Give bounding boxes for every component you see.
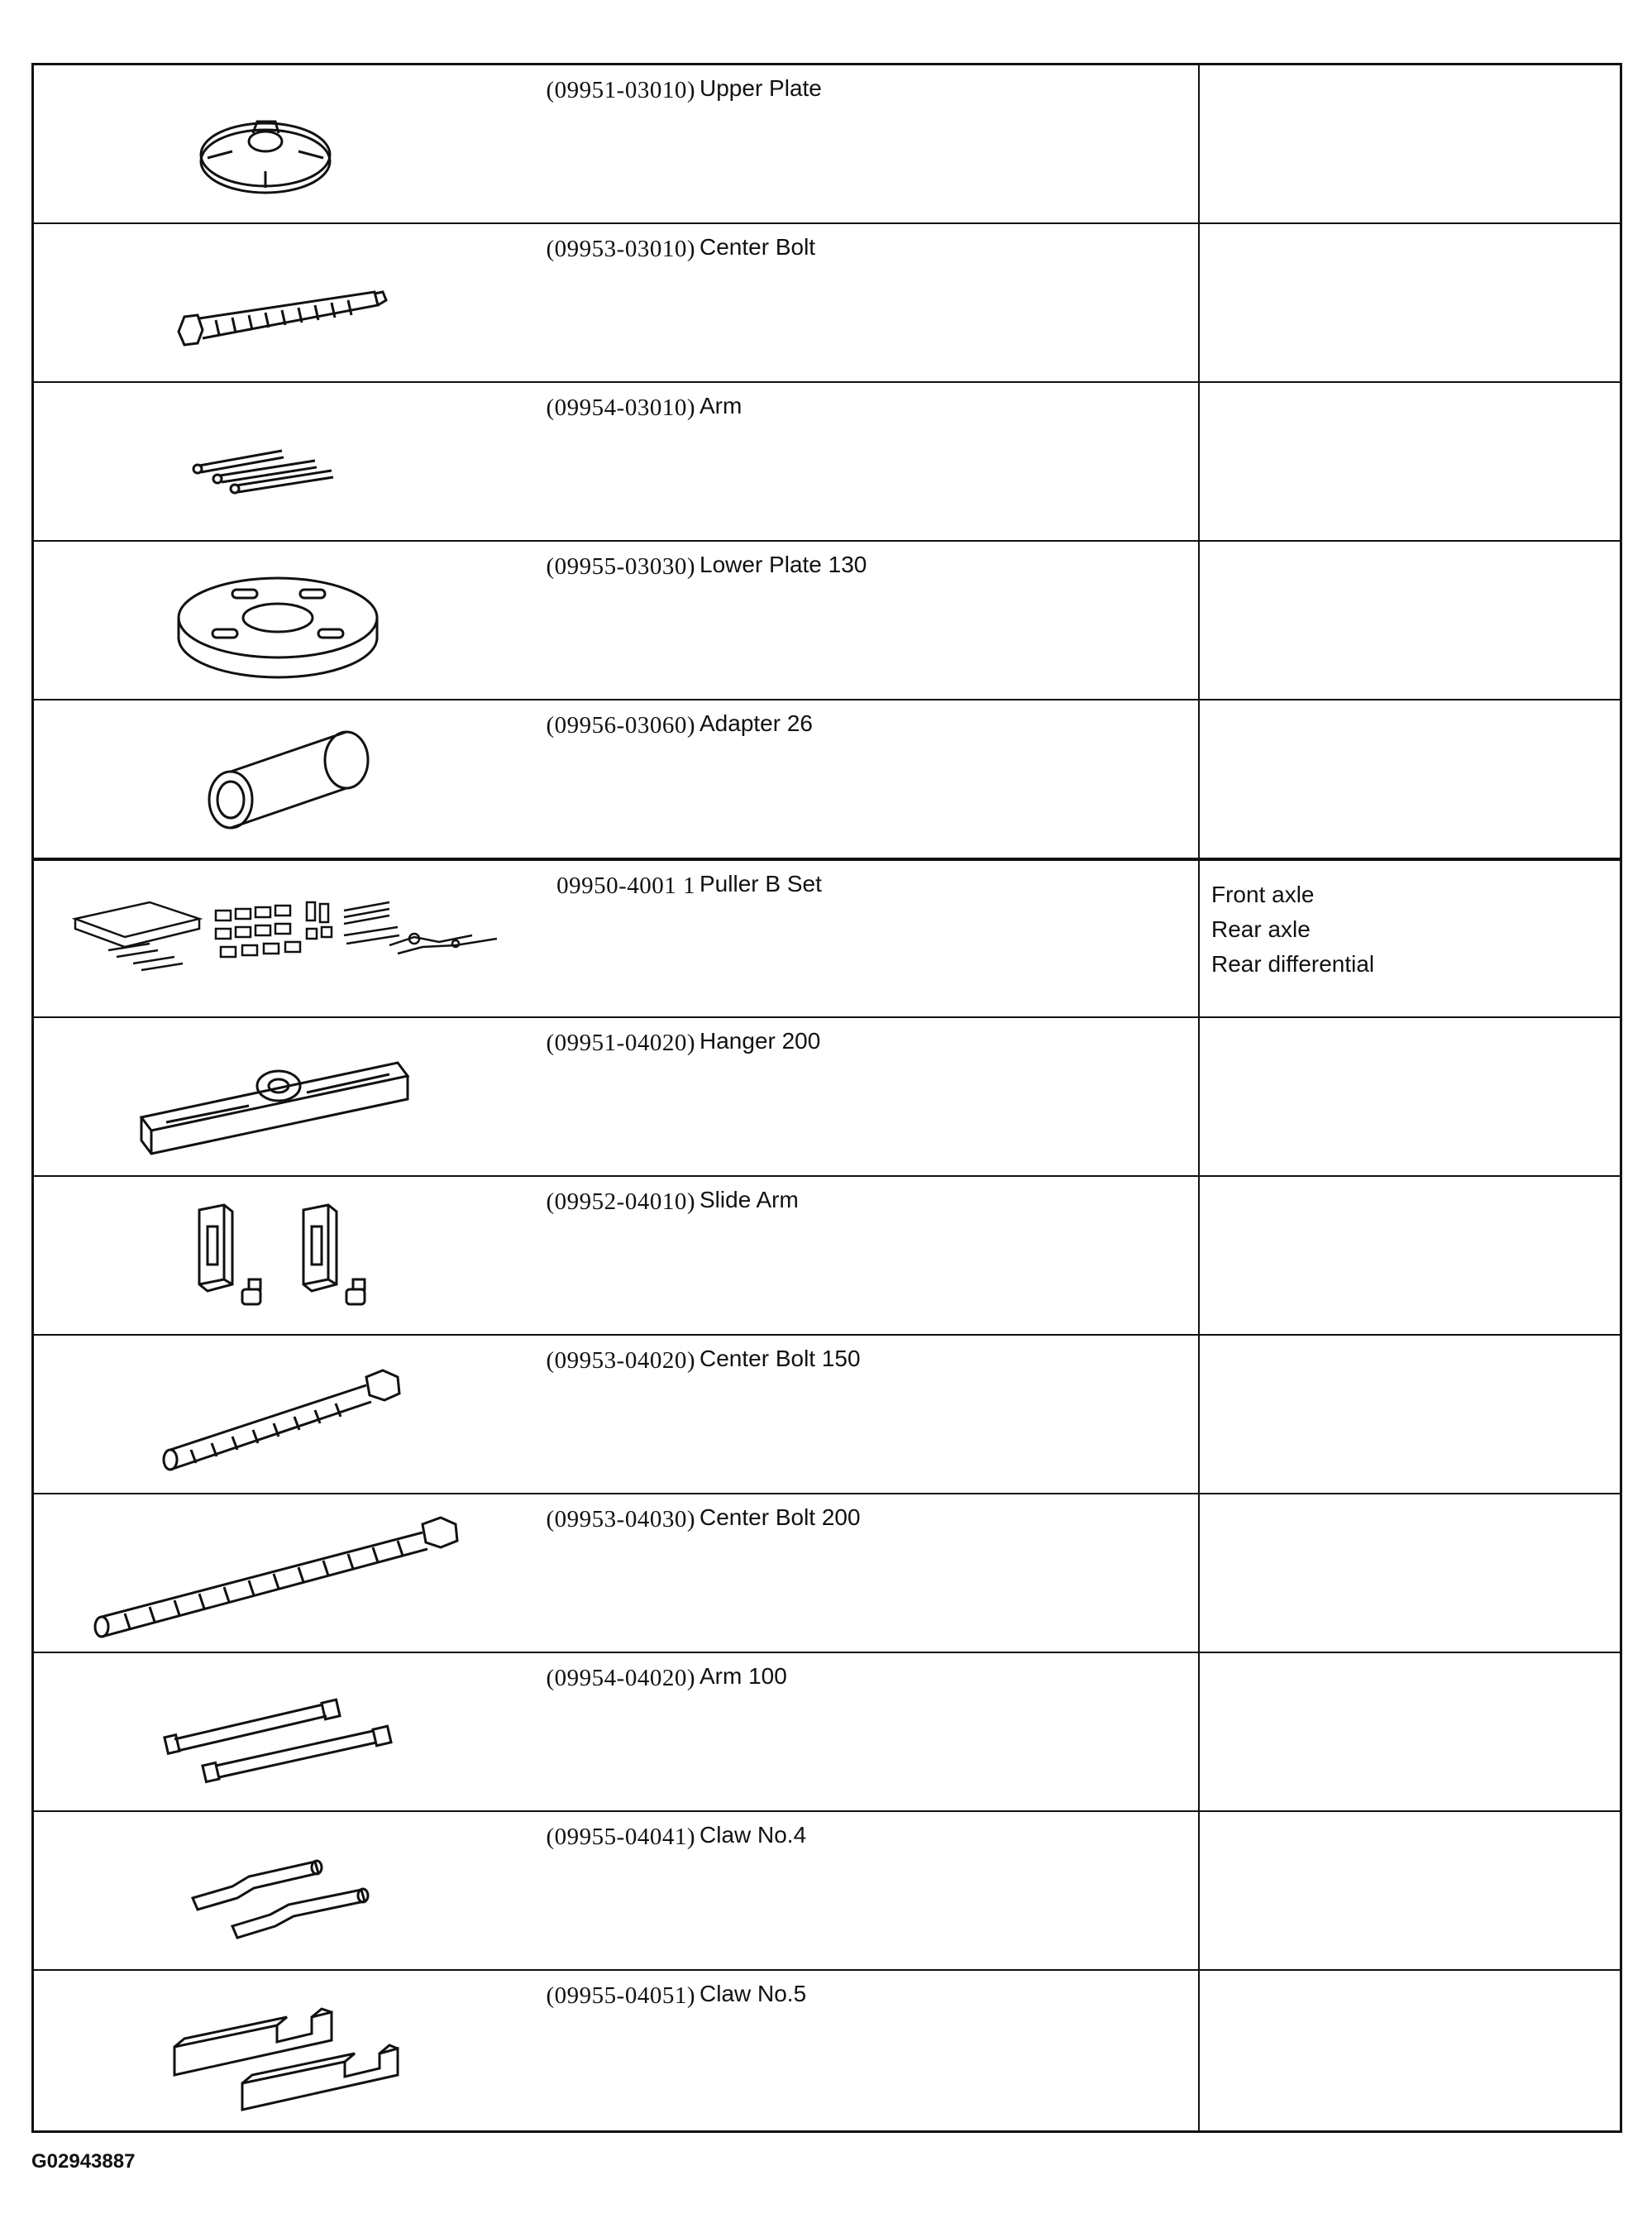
part-name: Claw No.4 [699, 1822, 807, 1848]
part-number: (09954-04020) [546, 1665, 695, 1691]
table-row [34, 542, 1620, 700]
slide-arm-icon [67, 1193, 513, 1326]
part-name: Puller B Set [699, 871, 822, 896]
table-row [34, 1812, 1620, 1971]
application-cell [1200, 1336, 1620, 1493]
figure-id: G02943887 [31, 2150, 136, 2173]
tool-cell [34, 861, 1200, 1016]
part-number: (09952-04010) [546, 1188, 695, 1215]
application-cell [1200, 861, 1620, 1016]
application-line: Rear axle [1211, 916, 1311, 942]
table-row [34, 224, 1620, 383]
upper-plate-icon [67, 82, 513, 214]
part-name: Arm 100 [699, 1663, 787, 1689]
part-number: (09951-04020) [546, 1030, 695, 1056]
part-name: Arm [699, 393, 742, 418]
tool-cell [34, 1177, 1200, 1334]
part-name: Claw No.5 [699, 1981, 807, 2006]
application-cell [1200, 383, 1620, 540]
part-number: (09953-04020) [546, 1347, 695, 1374]
part-name: Upper Plate [699, 75, 822, 101]
application-cell [1200, 1494, 1620, 1652]
application-cell [1200, 1177, 1620, 1334]
arm-icon [67, 399, 513, 532]
part-number: (09955-04041) [546, 1824, 695, 1850]
application-cell [1200, 542, 1620, 699]
part-name: Adapter 26 [699, 710, 813, 736]
part-number: (09951-03010) [546, 77, 695, 103]
application-cell [1200, 1653, 1620, 1810]
application-line: Front axle [1211, 882, 1315, 907]
application-cell [1200, 1812, 1620, 1969]
tool-cell [34, 383, 1200, 540]
table-row [34, 1018, 1620, 1177]
center-bolt-icon [67, 241, 513, 373]
tool-cell [34, 542, 1200, 699]
claw-4-icon [67, 1829, 513, 1961]
application-cell [1200, 65, 1620, 222]
tool-cell [34, 1336, 1200, 1493]
table-row [34, 1494, 1620, 1653]
part-name: Lower Plate 130 [699, 552, 867, 577]
part-number: (09954-03010) [546, 394, 695, 421]
part-number: 09950-4001 1 [556, 873, 695, 899]
part-name: Slide Arm [699, 1187, 799, 1212]
application-line: Rear differential [1211, 951, 1375, 977]
application-cell [1200, 1971, 1620, 2130]
application-cell [1200, 700, 1620, 858]
arm-100-icon [67, 1670, 513, 1802]
table-row [34, 65, 1620, 224]
part-number: (09955-03030) [546, 553, 695, 580]
application-cell [1200, 224, 1620, 381]
center-bolt-150-icon [67, 1352, 513, 1485]
special-service-tools-table [31, 63, 1622, 2133]
part-number: (09953-03010) [546, 236, 695, 262]
part-name: Center Bolt [699, 234, 816, 260]
part-name: Center Bolt 200 [699, 1504, 861, 1530]
part-number: (09956-03060) [546, 712, 695, 739]
tool-cell [34, 1812, 1200, 1969]
hanger-icon [67, 1035, 513, 1167]
part-name: Center Bolt 150 [699, 1346, 861, 1371]
part-number: (09953-04030) [546, 1506, 695, 1532]
puller-set-icon [50, 877, 513, 1010]
table-row [34, 1177, 1620, 1336]
part-name: Hanger 200 [699, 1028, 821, 1054]
table-row [34, 383, 1620, 542]
tool-cell [34, 1018, 1200, 1175]
lower-plate-icon [67, 558, 513, 691]
part-number: (09955-04051) [546, 1982, 695, 2009]
tool-cell [34, 1653, 1200, 1810]
table-row [34, 859, 1620, 1018]
adapter-icon [67, 717, 513, 849]
tool-cell [34, 700, 1200, 858]
table-row [34, 1653, 1620, 1812]
tool-cell [34, 1494, 1200, 1652]
table-row [34, 1336, 1620, 1494]
claw-5-icon [67, 1987, 513, 2120]
table-row [34, 700, 1620, 859]
table-row [34, 1971, 1620, 2130]
application-cell [1200, 1018, 1620, 1175]
center-bolt-200-icon [50, 1511, 513, 1643]
tool-cell [34, 65, 1200, 222]
tool-cell [34, 1971, 1200, 2130]
tool-cell [34, 224, 1200, 381]
